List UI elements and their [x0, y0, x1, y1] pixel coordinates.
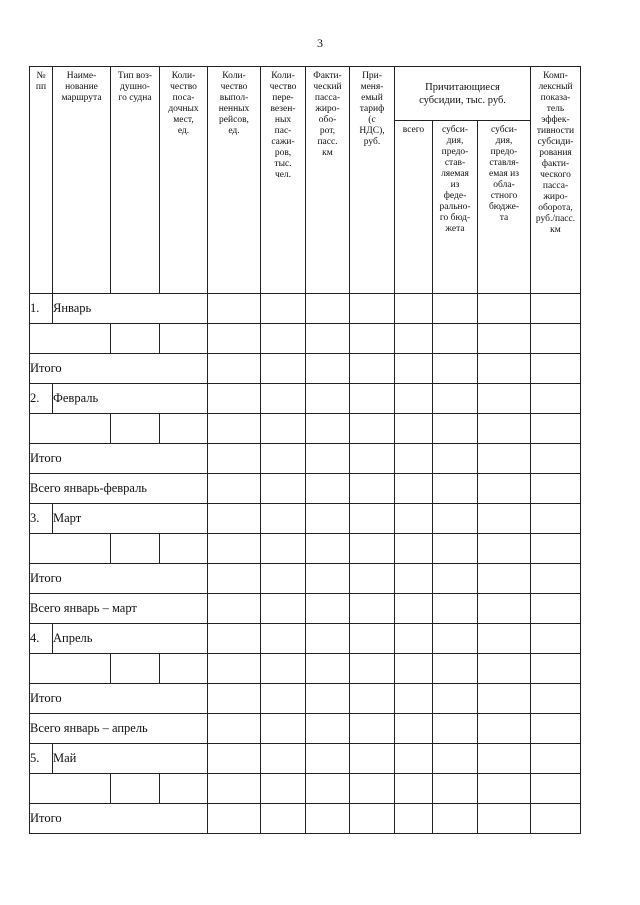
header-route-name: Наиме- нование маршрута — [53, 67, 111, 294]
table-row — [30, 804, 581, 834]
itogo-label: Итого — [30, 804, 208, 834]
header-tariff: При- меня- емый тариф (с НДС), руб. — [350, 67, 395, 294]
month-label: Февраль — [53, 384, 208, 414]
table-row — [30, 444, 581, 474]
table-row — [30, 294, 581, 324]
row-number: 2. — [30, 384, 53, 414]
table-row — [30, 324, 581, 354]
table-row — [30, 654, 581, 684]
month-label: Март — [53, 504, 208, 534]
cumulative-total-label: Всего январь – апрель — [30, 714, 208, 744]
table-row — [30, 774, 581, 804]
subsidy-report-table — [29, 66, 581, 834]
table-row — [30, 594, 581, 624]
table-row — [30, 414, 581, 444]
header-subsidy-total: всего — [395, 121, 433, 294]
table-row — [30, 384, 581, 414]
header-number: № пп — [30, 67, 53, 294]
header-efficiency-index: Комп- лексный показа- тель эффек- тивности субсиди- рования факти- ческого пасса- жиро- оборота, руб./пасс. км — [531, 67, 581, 294]
month-label: Январь — [53, 294, 208, 324]
month-label: Май — [53, 744, 208, 774]
row-number: 4. — [30, 624, 53, 654]
table-row — [30, 684, 581, 714]
header-passenger-turnover: Факти- ческий пасса- жиро- обо- рот, пасс. км — [306, 67, 350, 294]
row-number: 3. — [30, 504, 53, 534]
table-row — [30, 624, 581, 654]
header-aircraft-type: Тип воз- душно- го судна — [111, 67, 160, 294]
table-row — [30, 744, 581, 774]
itogo-label: Итого — [30, 354, 208, 384]
table-row — [30, 714, 581, 744]
header-seats: Коли- чество поса- дочных мест, ед. — [160, 67, 208, 294]
table-row — [30, 504, 581, 534]
month-label: Апрель — [53, 624, 208, 654]
cumulative-total-label: Всего январь – март — [30, 594, 208, 624]
row-number: 5. — [30, 744, 53, 774]
header-subsidies-group: Причитающиеся субсидии, тыс. руб. — [395, 67, 531, 121]
header-flights: Коли- чество выпол- ненных рейсов, ед. — [208, 67, 261, 294]
cumulative-total-label: Всего январь-февраль — [30, 474, 208, 504]
itogo-label: Итого — [30, 684, 208, 714]
table-row — [30, 564, 581, 594]
header-passengers: Коли- чество пере- везен- ных пас- сажи- ров, тыс. чел. — [261, 67, 306, 294]
table-row — [30, 354, 581, 384]
header-subsidy-regional: субси- дия, предо- ставля- емая из обла- стного бюдже- та — [478, 121, 531, 294]
page-number: 3 — [317, 36, 323, 50]
itogo-label: Итого — [30, 564, 208, 594]
table-row — [30, 534, 581, 564]
itogo-label: Итого — [30, 444, 208, 474]
header-subsidy-federal: субси- дия, предо- став- ляемая из феде- рально- го бюд- жета — [433, 121, 478, 294]
row-number: 1. — [30, 294, 53, 324]
table-row — [30, 474, 581, 504]
